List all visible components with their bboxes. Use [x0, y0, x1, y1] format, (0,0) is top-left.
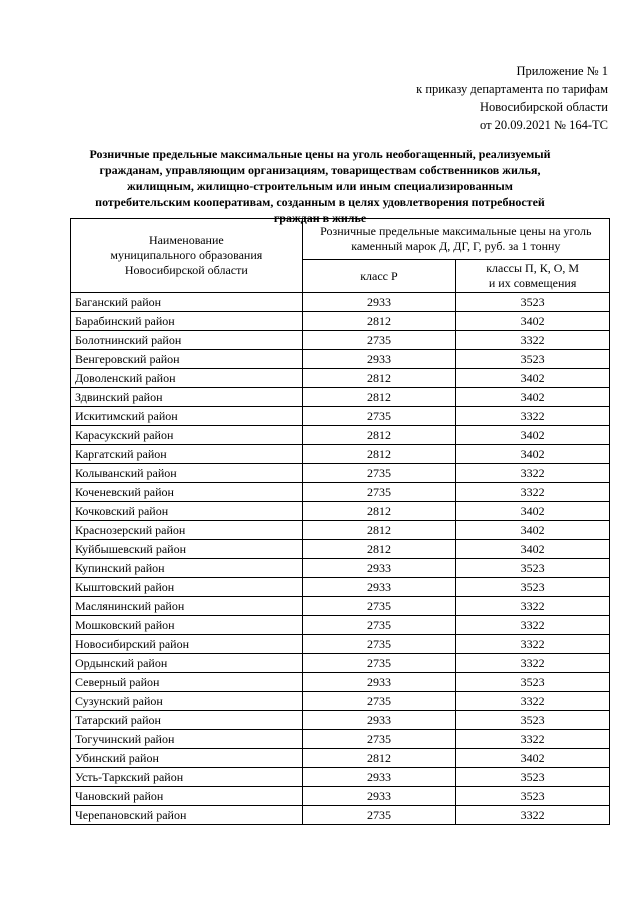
- class-r-cell: 2933: [302, 711, 456, 730]
- district-cell: Баганский район: [71, 293, 303, 312]
- class-r-cell: 2933: [302, 787, 456, 806]
- class-other-cell: 3402: [456, 426, 610, 445]
- district-cell: Купинский район: [71, 559, 303, 578]
- header-class-r: класс Р: [302, 260, 456, 293]
- appendix-line-1: Приложение № 1: [516, 64, 608, 78]
- class-r-cell: 2735: [302, 597, 456, 616]
- district-cell: Татарский район: [71, 711, 303, 730]
- class-r-cell: 2735: [302, 692, 456, 711]
- table-row: [71, 350, 610, 369]
- class-other-cell: 3322: [456, 806, 610, 825]
- class-r-cell: 2735: [302, 331, 456, 350]
- header-class-other: [456, 260, 610, 293]
- class-r-cell: 2933: [302, 350, 456, 369]
- class-r-cell: 2812: [302, 540, 456, 559]
- class-r-cell: 2933: [302, 559, 456, 578]
- class-other-cell: 3322: [456, 730, 610, 749]
- header-name-line-2: муниципального образования: [110, 248, 263, 262]
- table-row: [71, 331, 610, 350]
- table-row: [71, 483, 610, 502]
- table-row: [71, 312, 610, 331]
- class-r-cell: 2933: [302, 578, 456, 597]
- table-row: [71, 578, 610, 597]
- table-row: [71, 369, 610, 388]
- class-other-cell: 3322: [456, 464, 610, 483]
- appendix-line-4: от 20.09.2021 № 164-ТС: [480, 118, 608, 132]
- class-other-cell: 3523: [456, 559, 610, 578]
- class-r-cell: 2735: [302, 616, 456, 635]
- price-table: [70, 218, 610, 825]
- price-table-body: [71, 293, 610, 825]
- table-row: [71, 293, 610, 312]
- table-row: [71, 388, 610, 407]
- class-other-cell: 3523: [456, 350, 610, 369]
- class-other-cell: 3523: [456, 673, 610, 692]
- class-r-cell: 2812: [302, 312, 456, 331]
- class-r-cell: 2735: [302, 730, 456, 749]
- district-cell: Кыштовский район: [71, 578, 303, 597]
- district-cell: Барабинский район: [71, 312, 303, 331]
- header-class-other-line-2: и их совмещения: [488, 276, 577, 290]
- district-cell: Здвинский район: [71, 388, 303, 407]
- class-r-cell: 2812: [302, 369, 456, 388]
- class-r-cell: 2735: [302, 407, 456, 426]
- class-r-cell: 2933: [302, 673, 456, 692]
- class-other-cell: 3402: [456, 502, 610, 521]
- table-row: [71, 407, 610, 426]
- class-other-cell: 3322: [456, 407, 610, 426]
- header-class-other-line-1: классы П, К, О, М: [486, 261, 580, 275]
- class-other-cell: 3523: [456, 293, 610, 312]
- header-municipality: [71, 219, 303, 293]
- district-cell: Черепановский район: [71, 806, 303, 825]
- district-cell: Сузунский район: [71, 692, 303, 711]
- district-cell: Куйбышевский район: [71, 540, 303, 559]
- document-title: Розничные предельные максимальные цены на уголь необогащенный, реализуемый гражданам, управляющим организациям, товариществам собственников жилья, жилищным, жилищно-строительным или иным специализированным потребительским кооперативам, созданным в целях удовлетворения потребностей граждан в жилье: [89, 147, 551, 225]
- class-r-cell: 2735: [302, 654, 456, 673]
- district-cell: Мошковский район: [71, 616, 303, 635]
- table-row: [71, 597, 610, 616]
- district-cell: Искитимский район: [71, 407, 303, 426]
- district-cell: Убинский район: [71, 749, 303, 768]
- header-name-line-3: Новосибирской области: [124, 263, 248, 277]
- class-r-cell: 2812: [302, 426, 456, 445]
- class-other-cell: 3322: [456, 597, 610, 616]
- class-r-cell: 2933: [302, 768, 456, 787]
- district-cell: Колыванский район: [71, 464, 303, 483]
- table-row: [71, 635, 610, 654]
- class-other-cell: 3322: [456, 331, 610, 350]
- class-other-cell: 3402: [456, 749, 610, 768]
- district-cell: Коченевский район: [71, 483, 303, 502]
- class-r-cell: 2812: [302, 388, 456, 407]
- table-row: [71, 540, 610, 559]
- district-cell: Тогучинский район: [71, 730, 303, 749]
- table-row: [71, 673, 610, 692]
- district-cell: Кочковский район: [71, 502, 303, 521]
- district-cell: Краснозерский район: [71, 521, 303, 540]
- class-other-cell: 3322: [456, 654, 610, 673]
- district-cell: Маслянинский район: [71, 597, 303, 616]
- class-other-cell: 3523: [456, 578, 610, 597]
- table-row: [71, 521, 610, 540]
- class-other-cell: 3523: [456, 787, 610, 806]
- table-row: [71, 730, 610, 749]
- class-r-cell: 2812: [302, 445, 456, 464]
- appendix-line-3: Новосибирской области: [479, 100, 608, 114]
- class-other-cell: 3322: [456, 692, 610, 711]
- class-other-cell: 3402: [456, 521, 610, 540]
- district-cell: Северный район: [71, 673, 303, 692]
- table-row: [71, 768, 610, 787]
- district-cell: Доволенский район: [71, 369, 303, 388]
- header-name-line-1: Наименование: [148, 233, 224, 247]
- table-row: [71, 559, 610, 578]
- class-other-cell: 3322: [456, 616, 610, 635]
- class-r-cell: 2812: [302, 521, 456, 540]
- class-r-cell: 2735: [302, 464, 456, 483]
- class-other-cell: 3523: [456, 711, 610, 730]
- appendix-line-2: к приказу департамента по тарифам: [416, 82, 608, 96]
- table-row: [71, 464, 610, 483]
- header-price: Розничные предельные максимальные цены на уголь каменный марок Д, ДГ, Г, руб. за 1 тонну: [302, 219, 609, 260]
- table-row: [71, 502, 610, 521]
- class-r-cell: 2933: [302, 293, 456, 312]
- table-row: [71, 426, 610, 445]
- class-other-cell: 3402: [456, 388, 610, 407]
- district-cell: Чановский район: [71, 787, 303, 806]
- district-cell: Ордынский район: [71, 654, 303, 673]
- class-r-cell: 2812: [302, 749, 456, 768]
- district-cell: Болотнинский район: [71, 331, 303, 350]
- table-row: [71, 806, 610, 825]
- table-row: [71, 445, 610, 464]
- class-other-cell: 3402: [456, 312, 610, 331]
- class-other-cell: 3402: [456, 540, 610, 559]
- district-cell: Новосибирский район: [71, 635, 303, 654]
- district-cell: Карасукский район: [71, 426, 303, 445]
- class-other-cell: 3523: [456, 768, 610, 787]
- class-other-cell: 3322: [456, 483, 610, 502]
- class-r-cell: 2735: [302, 635, 456, 654]
- district-cell: Усть-Таркский район: [71, 768, 303, 787]
- table-row: [71, 787, 610, 806]
- class-r-cell: 2735: [302, 806, 456, 825]
- table-row: [71, 711, 610, 730]
- class-r-cell: 2812: [302, 502, 456, 521]
- district-cell: Каргатский район: [71, 445, 303, 464]
- class-other-cell: 3322: [456, 635, 610, 654]
- table-row: [71, 749, 610, 768]
- table-row: [71, 654, 610, 673]
- class-other-cell: 3402: [456, 445, 610, 464]
- district-cell: Венгеровский район: [71, 350, 303, 369]
- class-r-cell: 2735: [302, 483, 456, 502]
- appendix-block: [416, 62, 608, 134]
- price-table-header: [71, 219, 610, 293]
- class-other-cell: 3402: [456, 369, 610, 388]
- table-row: [71, 616, 610, 635]
- table-row: [71, 692, 610, 711]
